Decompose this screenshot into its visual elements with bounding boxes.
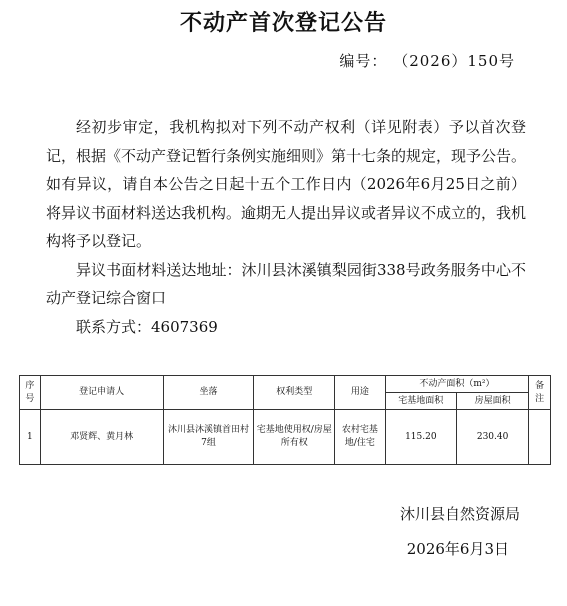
cell-location: 沐川县沐溪镇首田村7组 xyxy=(163,410,254,465)
cell-seq: 1 xyxy=(20,410,41,465)
cell-right-type: 宅基地使用权/房屋所有权 xyxy=(254,410,335,465)
header-house-area: 房屋面积 xyxy=(456,393,528,410)
header-land-area: 宅基地面积 xyxy=(385,393,456,410)
header-seq: 序号 xyxy=(20,376,41,410)
page-title: 不动产首次登记公告 xyxy=(179,10,387,36)
paragraph-address: 异议书面材料送达地址：沐川县沐溪镇梨园街338号政务服务中心不动产登记综合窗口 xyxy=(46,260,526,307)
header-right-type: 权利类型 xyxy=(254,376,335,410)
document-number: 编号： （2026）150号 xyxy=(339,52,515,70)
cell-remark xyxy=(529,410,551,465)
cell-usage: 农村宅基地/住宅 xyxy=(335,410,386,465)
table-header-row xyxy=(20,376,551,393)
header-location: 坐落 xyxy=(163,376,254,410)
table-row xyxy=(20,410,551,465)
announcement-body xyxy=(46,113,526,341)
header-area-group: 不动产面积（m²） xyxy=(385,376,529,393)
cell-applicant: 邓贤辉、黄月林 xyxy=(40,410,163,465)
header-applicant: 登记申请人 xyxy=(40,376,163,410)
paragraph-contact: 联系方式：4607369 xyxy=(76,317,218,336)
issuing-organization: 沐川县自然资源局 xyxy=(399,505,520,523)
registration-table xyxy=(19,375,551,465)
cell-house-area: 230.40 xyxy=(456,410,528,465)
cell-land-area: 115.20 xyxy=(385,410,456,465)
issue-date: 2026年6月3日 xyxy=(406,540,509,558)
header-usage: 用途 xyxy=(335,376,386,410)
header-remark: 备注 xyxy=(529,376,551,410)
paragraph-main: 经初步审定，我机构拟对下列不动产权利（详见附表）予以首次登记，根据《不动产登记暂行条例实施细则》第十七条的规定，现予公告。如有异议，请自本公告之日起十五个工作日内（2026年6月25日之前）将异议书面材料送达我机构。逾期无人提出异议或者异议不成立的，我机构将予以登记。 xyxy=(46,118,527,250)
